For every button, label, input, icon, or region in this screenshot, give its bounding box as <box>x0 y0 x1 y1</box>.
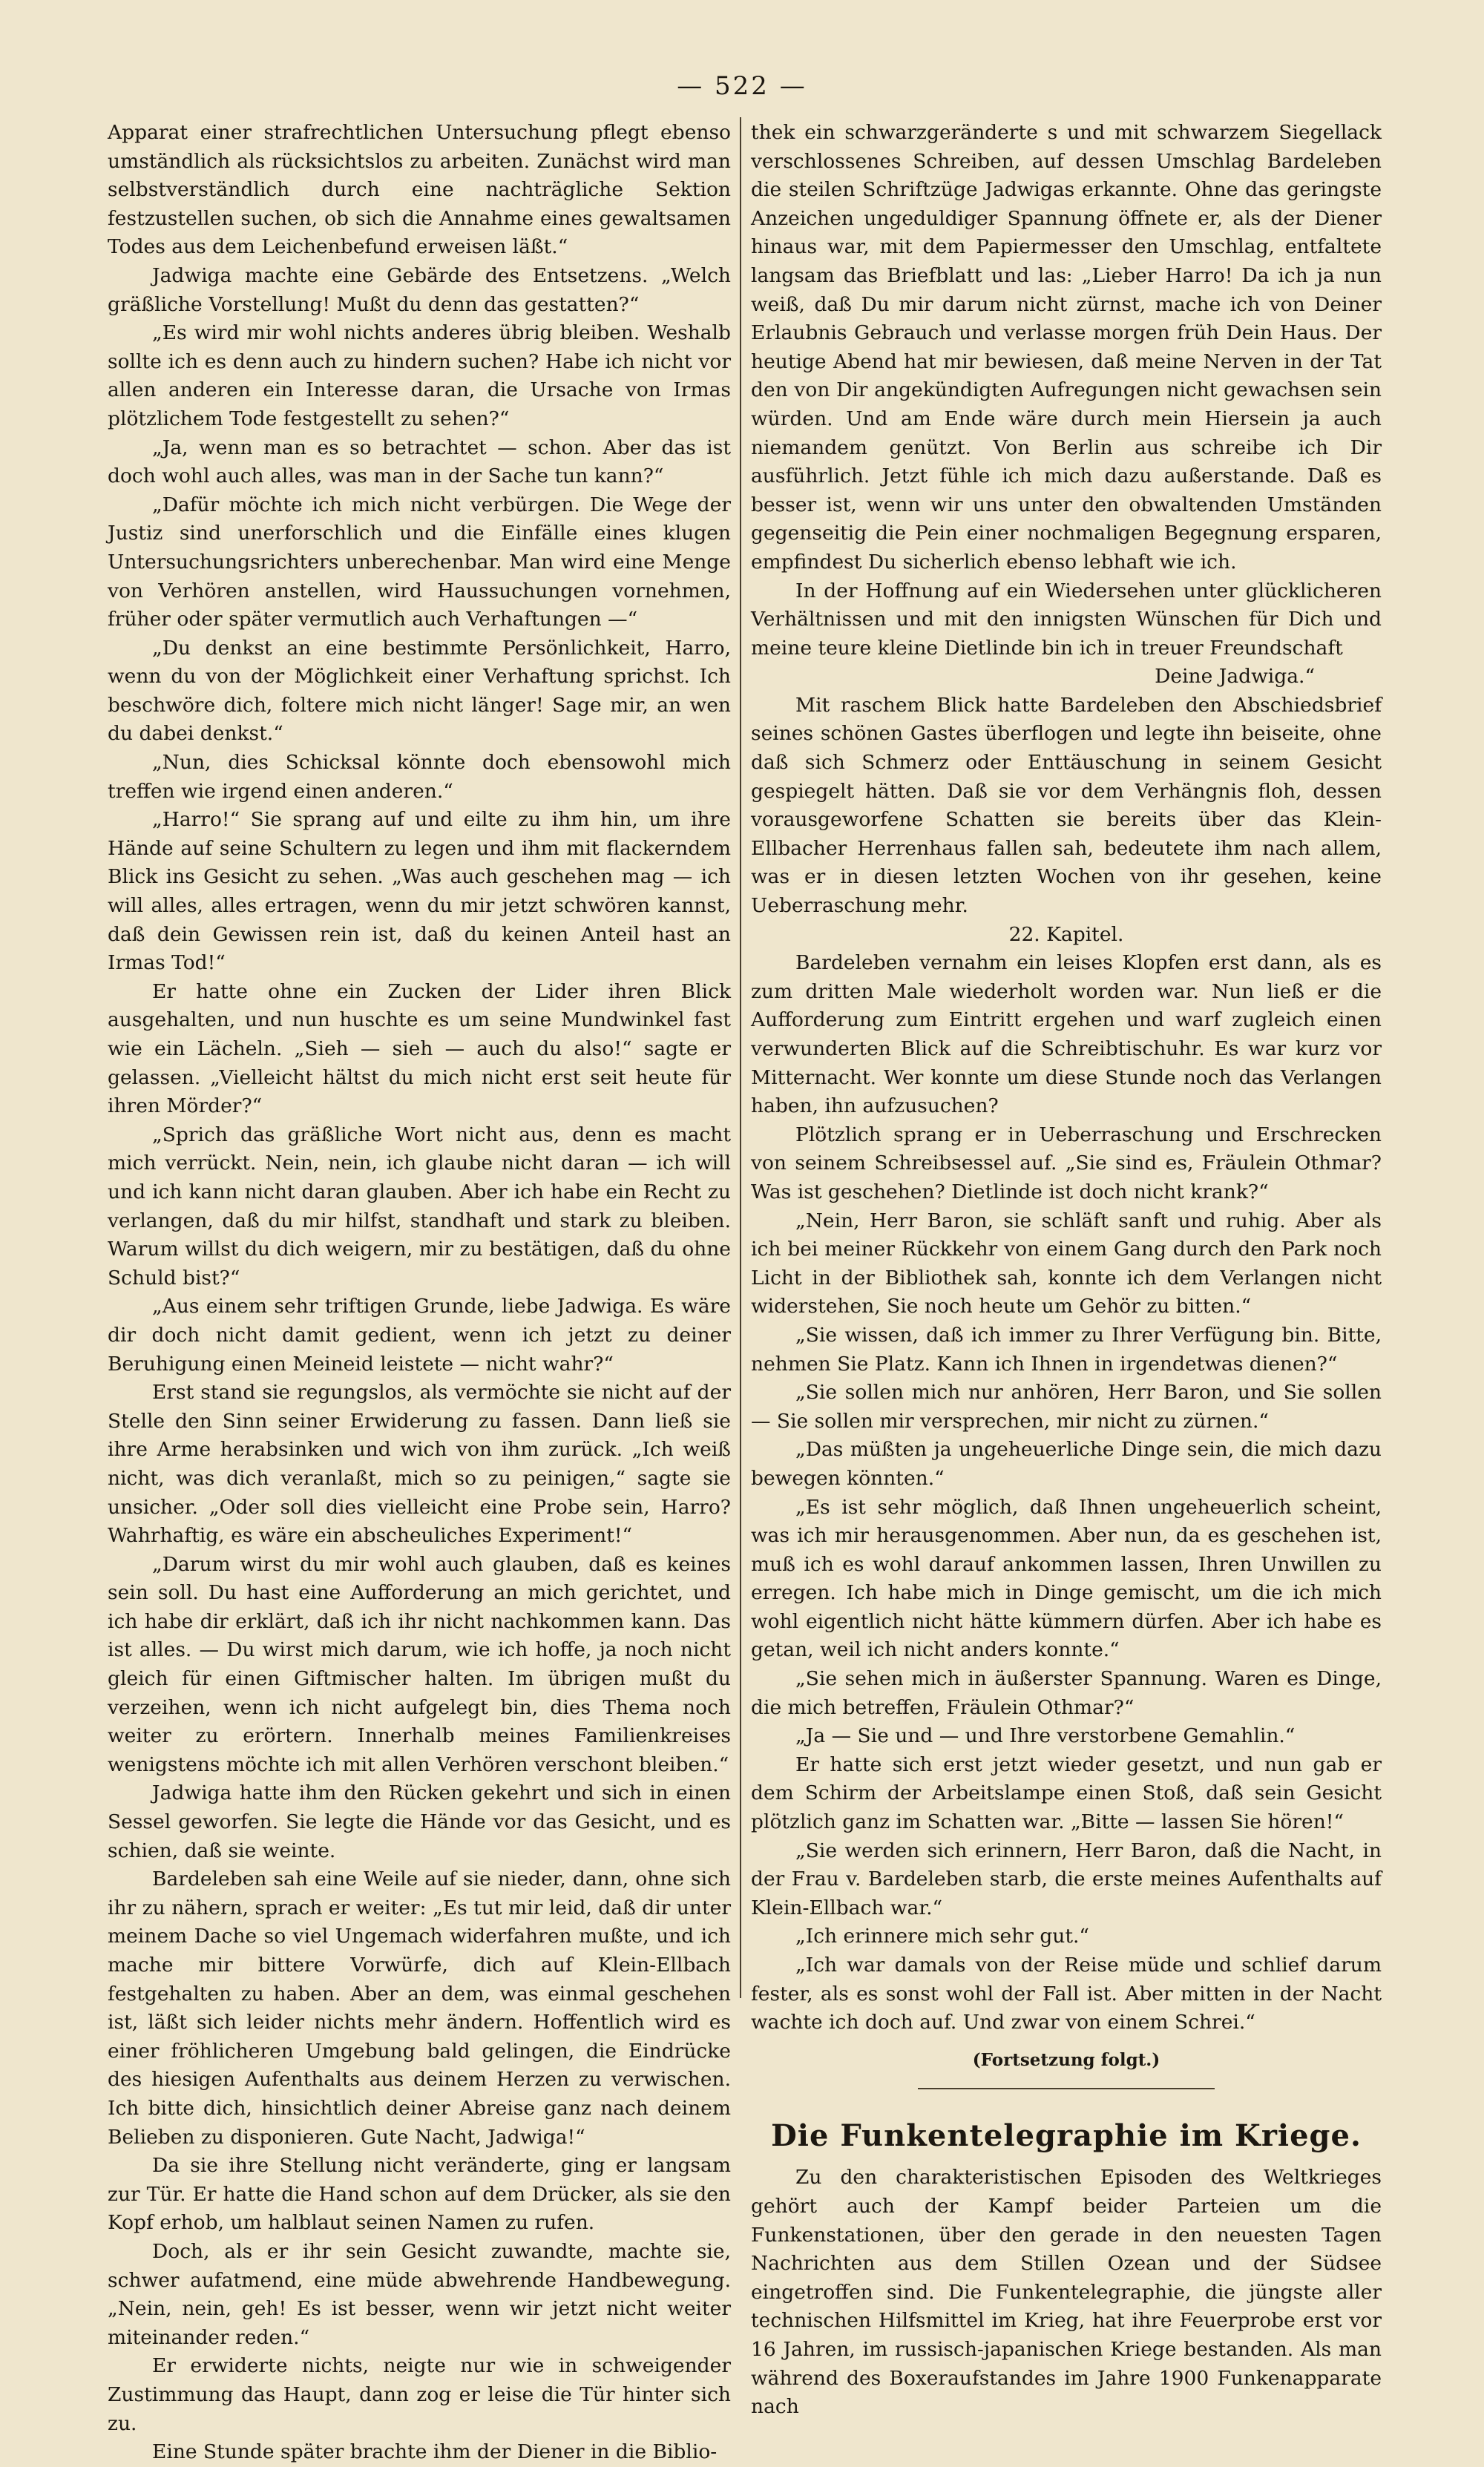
paragraph: Apparat einer strafrechtlichen Untersuchung pflegt ebenso umständlich als rücksichtslos zu arbeiten. Zunächst wird man selbstverständlich durch eine nachträgliche Sektion festzustellen suchen, ob sich die Annahme eines gewaltsamen Todes aus dem Leichenbefund erweisen läßt.“ <box>108 121 731 259</box>
paragraph: „Ich erinnere mich sehr gut.“ <box>795 1925 1089 1948</box>
paragraph: Er erwiderte nichts, neigte nur wie in schweigender Zustimmung das Haupt, dann zog er leise die Tür hinter sich zu. <box>108 2354 731 2435</box>
paragraph: In der Hoffnung auf ein Wiedersehen unter glücklicheren Verhältnissen und mit den innigsten Wünschen für Dich und meine teure kleine Dietlinde bin ich in treuer Freundschaft <box>751 579 1382 660</box>
paragraph: „Du denkst an eine bestimmte Persönlichkeit, Harro, wenn du von der Möglichkeit einer Verhaftung sprichst. Ich beschwöre dich, foltere mich nicht länger! Sage mir, an wen du dabei denkst.“ <box>108 636 731 746</box>
paragraph: „Sie sollen mich nur anhören, Herr Baron, und Sie sollen — Sie sollen mir versprechen, mir nicht zu zürnen.“ <box>751 1381 1382 1433</box>
article-title: Die Funkentelegraphie im Kriege. <box>771 2118 1362 2154</box>
paragraph: „Ja, wenn man es so betrachtet — schon. Aber das ist doch wohl auch alles, was man in der Sache tun kann?“ <box>108 436 731 488</box>
paragraph: „Sie wissen, daß ich immer zu Ihrer Verfügung bin. Bitte, nehmen Sie Platz. Kann ich Ihnen in irgendetwas dienen?“ <box>751 1323 1382 1376</box>
paragraph: „Ja — Sie und — und Ihre verstorbene Gemahlin.“ <box>795 1724 1296 1748</box>
paragraph: „Harro!“ Sie sprang auf und eilte zu ihm hin, um ihre Hände auf seine Schultern zu legen und ihm mit flackerndem Blick ins Gesicht zu sehen. „Was auch geschehen mag — ich will alles, alles ertragen, wenn du mir jetzt schwören kannst, daß dein Gewissen rein ist, daß du keinen Anteil hast an Irmas Tod!“ <box>108 808 731 975</box>
paragraph: Da sie ihre Stellung nicht veränderte, ging er langsam zur Tür. Er hatte die Hand schon auf dem Drücker, als sie den Kopf erhob, um halblaut seinen Namen zu rufen. <box>108 2154 731 2235</box>
paragraph: Er hatte sich erst jetzt wieder gesetzt, und nun gab er dem Schirm der Arbeitslampe einen Stoß, daß sein Gesicht plötzlich ganz im Schatten war. „Bitte — lassen Sie hören!“ <box>751 1752 1382 1834</box>
paragraph: Jadwiga hatte ihm den Rücken gekehrt und sich in einen Sessel geworfen. Sie legte die Hände vor das Gesicht, und es schien, daß sie weinte. <box>108 1781 731 1862</box>
paragraph: „Nein, Herr Baron, sie schläft sanft und ruhig. Aber als ich bei meiner Rückkehr von einem Gang durch den Park noch Licht in der Bibliothek sah, konnte ich dem Verlangen nicht widerstehen, Sie noch heute um Gehör zu bitten.“ <box>751 1209 1382 1318</box>
paragraph: Eine Stunde später brachte ihm der Diener in die Biblio- <box>152 2440 718 2464</box>
paragraph: Plötzlich sprang er in Ueberraschung und Erschrecken von seinem Schreibsessel auf. „Sie sind es, Fräulein Othmar? Was ist geschehen? Dietlinde ist doch nicht krank?“ <box>751 1123 1382 1203</box>
paragraph: „Sprich das gräßliche Wort nicht aus, denn es macht mich verrückt. Nein, nein, ich glaube nicht daran — ich will und ich kann nicht daran glauben. Aber ich habe ein Recht zu verlangen, daß du mir hilfst, standhaft und stark zu bleiben. Warum willst du dich weigern, mir zu bestätigen, daß du ohne Schuld bist?“ <box>108 1123 731 1290</box>
paragraph: „Das müßten ja ungeheuerliche Dinge sein, die mich dazu bewegen könnten.“ <box>751 1438 1382 1490</box>
paragraph: Jadwiga machte eine Gebärde des Entsetzens. „Welch gräßliche Vorstellung! Mußt du denn das gestatten?“ <box>108 263 731 316</box>
paragraph: Doch, als er ihr sein Gesicht zuwandte, machte sie, schwer aufatmend, eine müde abwehrende Handbewegung. „Nein, nein, geh! Es ist besser, wenn wir jetzt nicht weiter miteinander reden.“ <box>108 2239 731 2349</box>
paragraph: „Es ist sehr möglich, daß Ihnen ungeheuerlich scheint, was ich mir herausgenommen. Aber nun, da es geschehen ist, muß ich es wohl darauf ankommen lassen, Ihren Unwillen zu erregen. Ich habe mich in Dinge gemischt, um die ich mich wohl eigentlich nicht hätte kümmern dürfen. Aber ich habe es getan, weil ich nicht anders konnte.“ <box>751 1495 1382 1662</box>
paragraph: „Darum wirst du mir wohl auch glauben, daß es keines sein soll. Du hast eine Aufforderung an mich gerichtet, und ich habe dir erklärt, daß ich ihr nicht nachkommen kann. Das ist alles. — Du wirst mich darum, wie ich hoffe, ja noch nicht gleich für einen Giftmischer halten. Im übrigen mußt du verzeihen, wenn ich nicht aufgelegt bin, dies Thema noch weiter zu erörtern. Innerhalb meines Familienkreises wenigstens möchte ich mit allen Verhören verschont bleiben.“ <box>108 1552 731 1776</box>
paragraph: Bardeleben vernahm ein leises Klopfen erst dann, als es zum dritten Male wiederholt worden war. Nun ließ er die Aufforderung zum Eintritt ergehen und warf zugleich einen verwunderten Blick auf die Schreibtischuhr. Es war kurz vor Mitternacht. Wer konnte um diese Stunde noch das Verlangen haben, ihn aufzusuchen? <box>751 951 1382 1118</box>
paragraph: Zu den charakteristischen Episoden des Weltkrieges gehört auch der Kampf beider Parteien um die Funkenstationen, über den gerade in den neuesten Tagen Nachrichten aus dem Stillen Ozean und der Südsee eingetroffen sind. Die Funkentelegraphie, die jüngste aller technischen Hilfsmittel im Krieg, hat ihre Feuerprobe erst vor 16 Jahren, im russisch-japanischen Kriege bestanden. Als man während des Boxeraufstandes im Jahre 1900 Funkenapparate nach <box>751 2166 1382 2419</box>
letter-signature: Deine Jadwiga.“ <box>1155 665 1315 689</box>
column-divider <box>740 117 741 1998</box>
paragraph: „Es wird mir wohl nichts anderes übrig bleiben. Weshalb sollte ich es denn auch zu hindern suchen? Habe ich nicht vor allen anderen ein Interesse daran, die Ursache von Irmas plötzlichem Tode festgestellt zu sehen?“ <box>108 321 731 430</box>
paragraph: Mit raschem Blick hatte Bardeleben den Abschiedsbrief seines schönen Gastes überflogen und legte ihn beiseite, ohne daß sich Schmerz oder Enttäuschung in seinem Gesicht gespiegelt hätten. Daß sie vor dem Verhängnis floh, dessen vorausgeworfene Schatten sie bereits über das Klein-Ellbacher Herrenhaus fallen sah, bedeutete ihm nach allem, was er in diesen letzten Wochen von ihr gesehen, keine Ueberraschung mehr. <box>751 693 1382 918</box>
chapter-heading: 22. Kapitel. <box>1008 922 1124 946</box>
paragraph: „Sie werden sich erinnern, Herr Baron, daß die Nacht, in der Frau v. Bardeleben starb, die erste meines Aufenthalts auf Klein-Ellbach war.“ <box>751 1839 1382 1919</box>
left-column <box>108 119 731 2467</box>
paragraph: „Nun, dies Schicksal könnte doch ebensowohl mich treffen wie irgend einen anderen.“ <box>108 751 731 803</box>
page-number: — 522 — <box>677 71 807 101</box>
paragraph: „Dafür möchte ich mich nicht verbürgen. Die Wege der Justiz sind unerforschlich und die Einfälle eines klugen Untersuchungsrichters unberechenbar. Man wird eine Menge von Verhören anstellen, wird Haussuchungen vornehmen, früher oder später vermutlich auch Verhaftungen —“ <box>108 493 731 631</box>
paragraph: thek ein schwarzgeränderte s und mit schwarzem Siegellack verschlossenes Schreiben, auf dessen Umschlag Bardeleben die steilen Schriftzüge Jadwigas erkannte. Ohne das geringste Anzeichen ungeduldiger Spannung öffnete er, als der Diener hinaus war, mit dem Papiermesser den Umschlag, entfaltete langsam das Briefblatt und las: „Lieber Harro! Da ich ja nun weiß, daß Du mir darum nicht zürnst, mache ich von Deiner Erlaubnis Gebrauch und verlasse morgen früh Dein Haus. Der heutige Abend hat mir bewiesen, daß meine Nerven in der Tat den von Dir angekündigten Aufregungen nicht gewachsen sein würden. Und am Ende wäre durch mein Hiersein ja auch niemandem genützt. Von Berlin aus schreibe ich Dir ausführlich. Jetzt fühle ich mich dazu außerstande. Daß es besser ist, wenn wir uns unter den obwaltenden Umständen gegenseitig die Pein einer nochmaligen Begegnung ersparen, empfindest Du sicherlich ebenso lebhaft wie ich. <box>751 121 1382 574</box>
continued-note: (Fortsetzung folgt.) <box>972 2049 1160 2070</box>
paragraph: Er hatte ohne ein Zucken der Lider ihren Blick ausgehalten, und nun huschte es um seine Mundwinkel fast wie ein Lächeln. „Sieh — sieh — auch du also!“ sagte er gelassen. „Vielleicht hältst du mich nicht erst seit heute für ihren Mörder?“ <box>108 979 731 1118</box>
section-divider <box>918 2088 1215 2089</box>
paragraph: Bardeleben sah eine Weile auf sie nieder, dann, ohne sich ihr zu nähern, sprach er weiter: „Es tut mir leid, daß dir unter meinem Dache so viel Ungemach widerfahren mußte, und ich mache mir bittere Vorwürfe, dich auf Klein-Ellbach festgehalten zu haben. Aber an dem, was einmal geschehen ist, läßt sich leider nichts mehr ändern. Hoffentlich wird es einer fröhlicheren Umgebung bald gelingen, die Eindrücke des hiesigen Aufenthalts aus deinem Herzen zu verwischen. Ich bitte dich, hinsichtlich deiner Abreise ganz nach deinem Belieben zu disponieren. Gute Nacht, Jadwiga!“ <box>108 1868 731 2149</box>
paragraph: „Aus einem sehr triftigen Grunde, liebe Jadwiga. Es wäre dir doch nicht damit gedient, wenn ich jetzt zu deiner Beruhigung einen Meineid leistete — nicht wahr?“ <box>108 1295 731 1376</box>
paragraph: Erst stand sie regungslos, als vermöchte sie nicht auf der Stelle den Sinn seiner Erwiderung zu fassen. Dann ließ sie ihre Arme herabsinken und wich von ihm zurück. „Ich weiß nicht, was dich veranlaßt, mich so zu peinigen,“ sagte sie unsicher. „Oder soll dies vielleicht eine Probe sein, Harro? Wahrhaftig, es wäre ein abscheuliches Experiment!“ <box>108 1381 731 1548</box>
paragraph: „Ich war damals von der Reise müde und schlief darum fester, als es sonst wohl der Fall ist. Aber mitten in der Nacht wachte ich doch auf. Und zwar von einem Schrei.“ <box>751 1954 1382 2034</box>
right-column <box>751 119 1382 2422</box>
paragraph: „Sie sehen mich in äußerster Spannung. Waren es Dinge, die mich betreffen, Fräulein Othmar?“ <box>751 1667 1382 1719</box>
